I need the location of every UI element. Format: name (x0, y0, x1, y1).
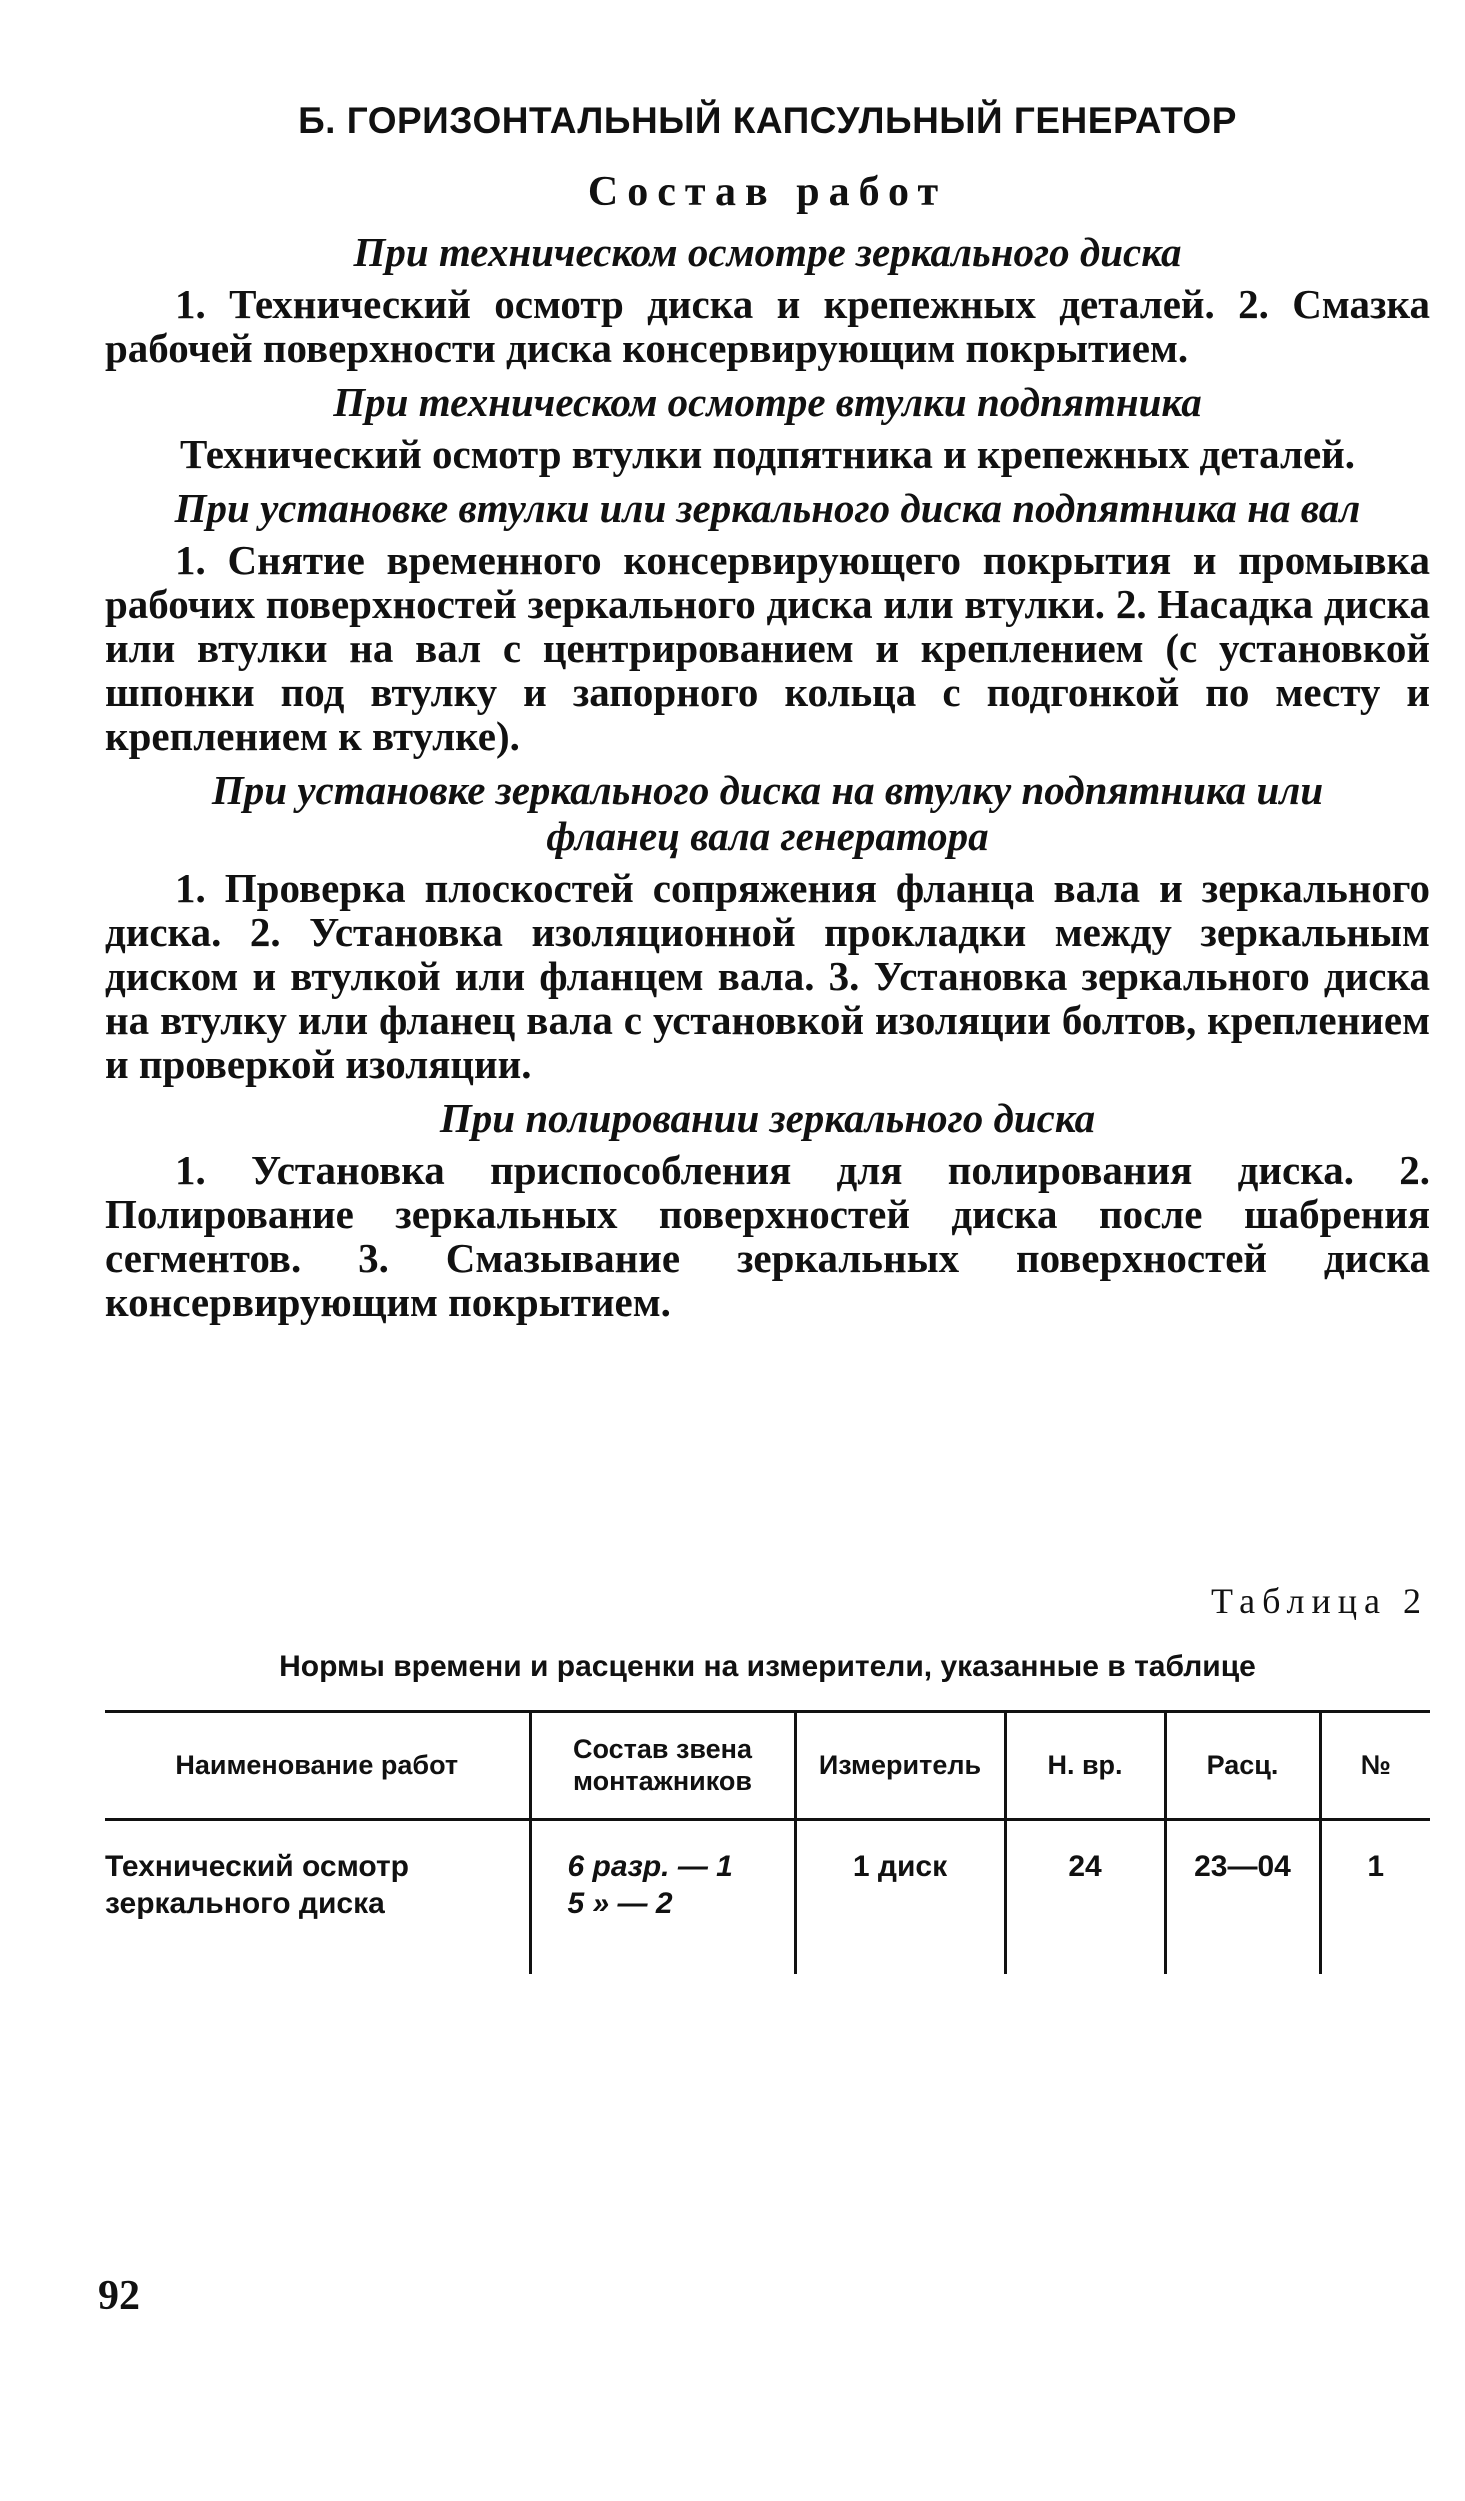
cell-number: 1 (1320, 1820, 1430, 1975)
subheading-polishing: При полировании зеркального диска (439, 1095, 1096, 1142)
cell-crew (530, 1820, 795, 1975)
table-row (105, 1820, 1430, 1975)
header-unit: Измеритель (795, 1712, 1005, 1820)
cell-unit: 1 диск (795, 1820, 1005, 1975)
crew-line-2: 5 » — 2 (567, 1886, 673, 1920)
cell-work-name: Технический осмотр зеркального диска (105, 1850, 409, 1920)
subheading-install-on-bushing: При установке зеркального диска на втулку подпятника или фланец вала генератора (211, 767, 1324, 860)
paragraph-disk-inspection: 1. Технический осмотр диска и крепежных деталей. 2. Смазка рабочей поверхности диска консервирующим покрытием. (105, 280, 1430, 371)
cell-norm: 24 (1005, 1820, 1165, 1975)
composition-heading: Состав работ (587, 169, 948, 215)
paragraph-install-on-shaft: 1. Снятие временного консервирующего покрытия и промывка рабочих поверхностей зеркального диска или втулки. 2. Насадка диска или втулки на вал с центрированием и креплением (с установкой шпонки под втулку и запорного кольца с подгонкой по месту и креплением к втулке). (105, 536, 1430, 760)
cell-rate: 23—04 (1165, 1820, 1320, 1975)
header-work-name: Наименование работ (105, 1712, 530, 1820)
table-caption: Нормы времени и расценки на измерители, указанные в таблице (279, 1650, 1256, 1683)
header-number: № (1320, 1712, 1430, 1820)
header-rate: Расц. (1165, 1712, 1320, 1820)
header-norm: Н. вр. (1005, 1712, 1165, 1820)
table-header-row (105, 1712, 1430, 1820)
subheading-disk-inspection: При техническом осмотре зеркального диска (353, 229, 1182, 275)
section-title: Б. ГОРИЗОНТАЛЬНЫЙ КАПСУЛЬНЫЙ ГЕНЕРАТОР (298, 100, 1237, 141)
paragraph-polishing: 1. Установка приспособления для полирования диска. 2. Полирование зеркальных поверхностей диска после шабрения сегментов. 3. Смазывание зеркальных поверхностей диска консервирующим покрытием. (105, 1147, 1430, 1326)
page-number: 92 (98, 2273, 140, 2319)
paragraph-install-on-bushing: 1. Проверка плоскостей сопряжения фланца вала и зеркального диска. 2. Установка изоляционной прокладки между зеркальным диском и втулкой или фланцем вала. 3. Установка зеркального диска на втулку или фланец вала с установкой изоляции болтов, креплением и проверкой изоляции. (105, 865, 1430, 1088)
header-crew: Состав звена монтажников (530, 1712, 795, 1820)
norms-table (105, 1710, 1430, 1974)
crew-line-1: 6 разр. — 1 (567, 1850, 733, 1883)
subheading-bushing-inspection: При техническом осмотре втулки подпятника (333, 379, 1202, 426)
main-text (105, 100, 1430, 1335)
subheading-install-on-shaft: При установке втулки или зеркального диска подпятника на вал (174, 485, 1361, 531)
table-label: Таблица 2 (1211, 1581, 1428, 1621)
paragraph-bushing-inspection: Технический осмотр втулки подпятника и крепежных деталей. (179, 430, 1356, 477)
